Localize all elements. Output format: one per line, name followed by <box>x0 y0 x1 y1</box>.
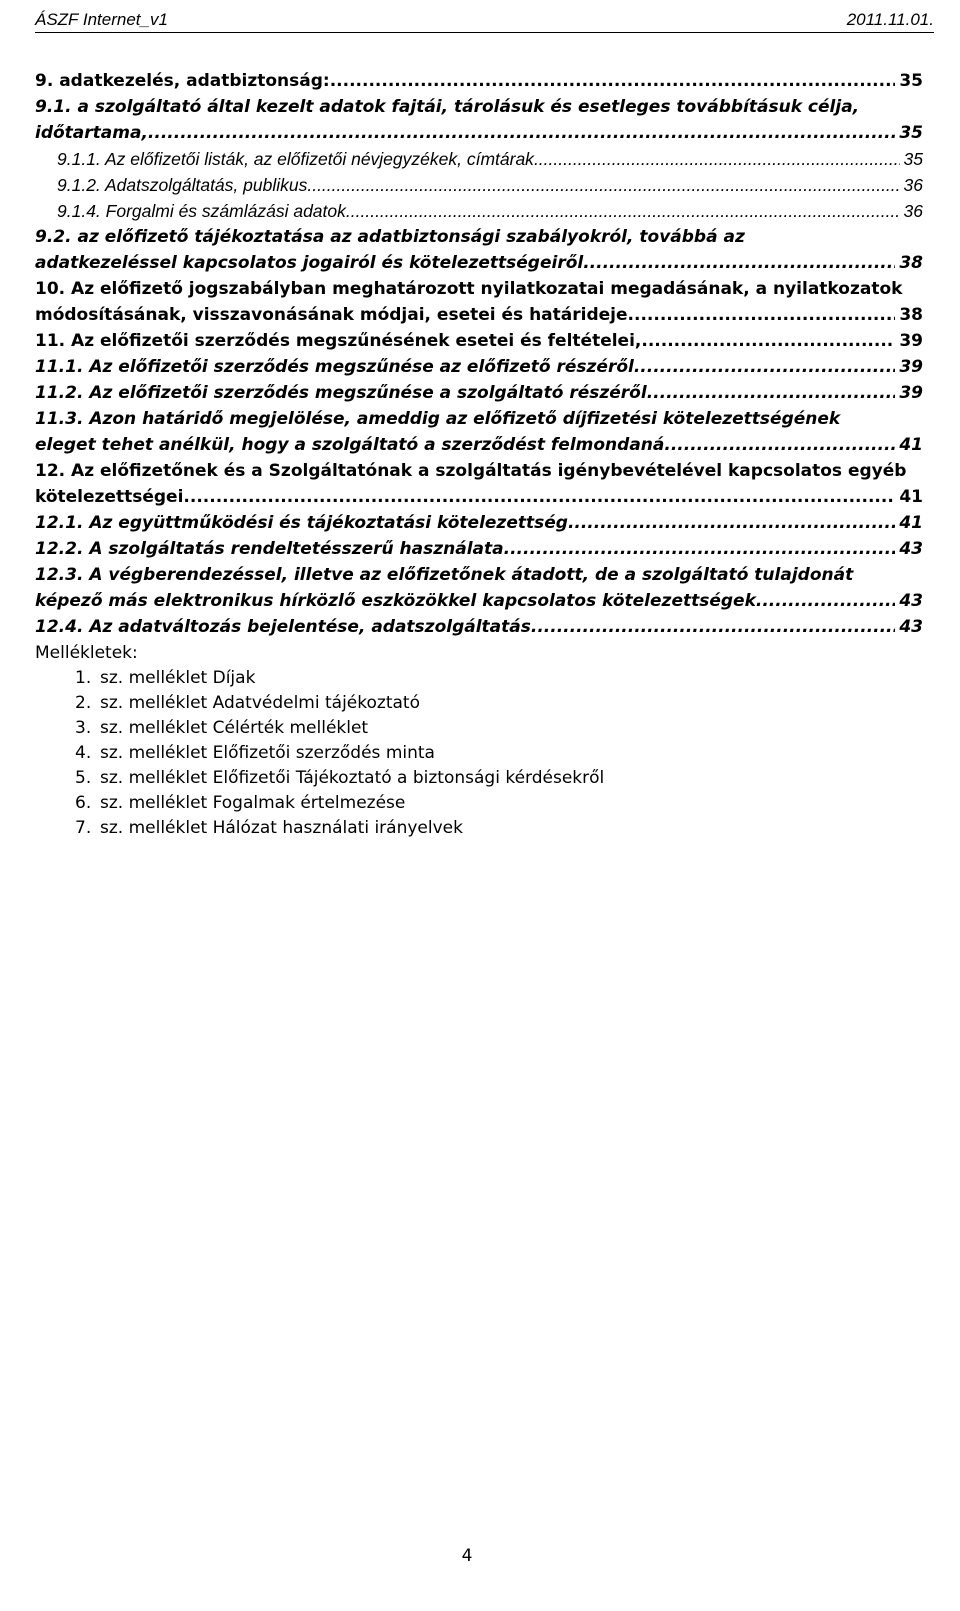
toc-entry-title-text: időtartama, <box>35 123 148 143</box>
annexes-title: Mellékletek: <box>35 643 138 663</box>
toc-entry-row <box>35 354 923 380</box>
toc-entry-title-line: 11.3. Azon határidő megjelölése, ameddig az előfizető díjfizetési kötelezettségének <box>35 409 841 429</box>
toc-entry-title-line: 12.3. A végberendezéssel, illetve az előfizetőnek átadott, de a szolgáltató tulajdonát <box>35 565 854 585</box>
annex-number: 7. <box>75 818 92 838</box>
annex-number: 3. <box>75 718 92 738</box>
toc-entry[interactable] <box>35 68 923 94</box>
toc-entry-title-text: 12.2. A szolgáltatás rendeltetésszerű használata <box>35 539 504 559</box>
toc-entry-title <box>35 250 895 276</box>
toc-entry[interactable] <box>35 224 923 276</box>
toc-entry-title-text: 9.1.1. Az előfizetői listák, az előfizetői névjegyzékek, címtárak <box>57 149 534 169</box>
toc-entry-title-text: 9.1.4. Forgalmi és számlázási adatok <box>57 201 346 221</box>
toc-entry[interactable] <box>35 94 923 146</box>
toc-page-number: 35 <box>899 71 923 91</box>
annex-number: 5. <box>75 768 92 788</box>
toc-entry-row <box>35 510 923 536</box>
toc-entry-row <box>35 250 923 276</box>
toc-entry-title-line: 12. Az előfizetőnek és a Szolgáltatónak a szolgáltatás igénybevételével kapcsolatos egyéb <box>35 461 907 481</box>
toc-page-number: 36 <box>903 201 923 221</box>
toc-entry-title <box>57 172 900 198</box>
toc-entry-title <box>35 484 895 510</box>
page-header <box>35 8 934 33</box>
toc-entry-title <box>35 120 895 146</box>
toc-entry-row <box>35 432 923 458</box>
toc-entry[interactable] <box>35 328 923 354</box>
annex-item <box>35 791 604 816</box>
toc-entry-row <box>35 588 923 614</box>
annex-text: sz. melléklet Adatvédelmi tájékoztató <box>100 693 420 713</box>
annex-number: 1. <box>75 668 92 688</box>
toc-entry-row <box>35 614 923 640</box>
toc-page-number: 39 <box>899 331 923 351</box>
toc-entry-title-text: 12.1. Az együttműködési és tájékoztatási kötelezettség <box>35 513 568 533</box>
toc-page-number: 36 <box>903 175 923 195</box>
toc-page-number: 35 <box>903 149 923 169</box>
toc-page-number: 38 <box>899 305 923 325</box>
toc-page-number: 41 <box>899 435 923 455</box>
toc-entry-title-text: 9.1.2. Adatszolgáltatás, publikus <box>57 175 308 195</box>
toc-page-number: 39 <box>899 357 923 377</box>
header-document-title: ÁSZF Internet_v1 <box>35 10 168 29</box>
annex-number: 6. <box>75 793 92 813</box>
toc-entry-title-text: eleget tehet anélkül, hogy a szolgáltató a szerződést felmondaná <box>35 435 665 455</box>
toc-entry-row <box>57 172 923 198</box>
annex-item <box>35 691 604 716</box>
toc-entry-row <box>35 68 923 94</box>
annex-item <box>35 741 604 766</box>
toc-entry-title <box>35 328 895 354</box>
toc-entry-title-text: 12.4. Az adatváltozás bejelentése, adatszolgáltatás <box>35 617 531 637</box>
annex-item <box>35 766 604 791</box>
toc-entry-row <box>35 536 923 562</box>
annex-number: 2. <box>75 693 92 713</box>
toc-page-number: 41 <box>899 487 923 507</box>
annex-number: 4. <box>75 743 92 763</box>
annex-item <box>35 716 604 741</box>
toc-entry-title-text: 9. adatkezelés, adatbiztonság: <box>35 71 330 91</box>
toc-entry[interactable] <box>35 380 923 406</box>
toc-entry-title-line: 9.1. a szolgáltató által kezelt adatok fajtái, tárolásuk és esetleges továbbításuk célja, <box>35 97 860 117</box>
annex-item <box>35 666 604 691</box>
toc-entry-title-text: képező más elektronikus hírközlő eszközökkel kapcsolatos kötelezettségek <box>35 591 756 611</box>
toc-entry[interactable] <box>35 458 923 510</box>
toc-page-number: 41 <box>899 513 923 533</box>
toc-entry-title-text: módosításának, visszavonásának módjai, esetei és határideje <box>35 305 628 325</box>
toc-entry[interactable] <box>35 146 923 172</box>
toc-entry-title-text: 11.2. Az előfizetői szerződés megszűnése a szolgáltató részéről <box>35 383 647 403</box>
toc-entry-title <box>35 68 895 94</box>
annex-text: sz. melléklet Hálózat használati irányelvek <box>100 818 463 838</box>
toc-entry-title <box>57 198 900 224</box>
toc-entry-title-text: kötelezettségei <box>35 487 184 507</box>
toc-entry-title-text: 11.1. Az előfizetői szerződés megszűnése az előfizető részéről <box>35 357 634 377</box>
toc-entry-row <box>57 198 923 224</box>
annexes-list <box>35 666 604 841</box>
toc-entry-title <box>35 380 895 406</box>
toc-entry-title-line: 10. Az előfizető jogszabályban meghatározott nyilatkozatai megadásának, a nyilatkozatok <box>35 279 903 299</box>
toc-entry-title-text: 11. Az előfizetői szerződés megszűnésének esetei és feltételei, <box>35 331 642 351</box>
toc-entry-row <box>35 302 923 328</box>
table-of-contents <box>35 68 923 640</box>
annex-text: sz. melléklet Előfizetői szerződés minta <box>100 743 435 763</box>
toc-page-number: 39 <box>899 383 923 403</box>
toc-entry-title <box>57 146 900 172</box>
toc-entry-title <box>35 354 895 380</box>
toc-page-number: 43 <box>899 591 923 611</box>
toc-entry-row <box>35 380 923 406</box>
toc-entry-title-text: adatkezeléssel kapcsolatos jogairól és kötelezettségeiről <box>35 253 584 273</box>
annex-text: sz. melléklet Előfizetői Tájékoztató a biztonsági kérdésekről <box>100 768 605 788</box>
toc-entry[interactable] <box>35 276 923 328</box>
toc-page-number: 43 <box>899 617 923 637</box>
toc-entry-row <box>35 328 923 354</box>
toc-entry-title-line: 9.2. az előfizető tájékoztatása az adatbiztonsági szabályokról, továbbá az <box>35 227 745 247</box>
toc-entry-title <box>35 588 895 614</box>
annex-item <box>35 816 604 841</box>
toc-entry-title <box>35 432 895 458</box>
toc-entry[interactable] <box>35 536 923 562</box>
toc-entry-title <box>35 302 895 328</box>
toc-entry[interactable] <box>35 198 923 224</box>
annex-text: sz. melléklet Díjak <box>100 668 256 688</box>
toc-page-number: 35 <box>899 123 923 143</box>
toc-entry[interactable] <box>35 510 923 536</box>
toc-entry-title <box>35 614 895 640</box>
toc-page-number: 43 <box>899 539 923 559</box>
toc-entry[interactable] <box>35 354 923 380</box>
annex-text: sz. melléklet Fogalmak értelmezése <box>100 793 406 813</box>
toc-entry[interactable] <box>35 614 923 640</box>
toc-entry[interactable] <box>35 406 923 458</box>
toc-entry-row <box>57 146 923 172</box>
header-date: 2011.11.01. <box>846 10 934 29</box>
toc-entry-title <box>35 510 895 536</box>
toc-entry-title <box>35 536 895 562</box>
toc-entry[interactable] <box>35 172 923 198</box>
toc-page-number: 38 <box>899 253 923 273</box>
toc-entry-row <box>35 120 923 146</box>
annex-text: sz. melléklet Célérték melléklet <box>100 718 369 738</box>
page-number: 4 <box>461 1546 473 1566</box>
toc-entry[interactable] <box>35 562 923 614</box>
toc-entry-row <box>35 484 923 510</box>
